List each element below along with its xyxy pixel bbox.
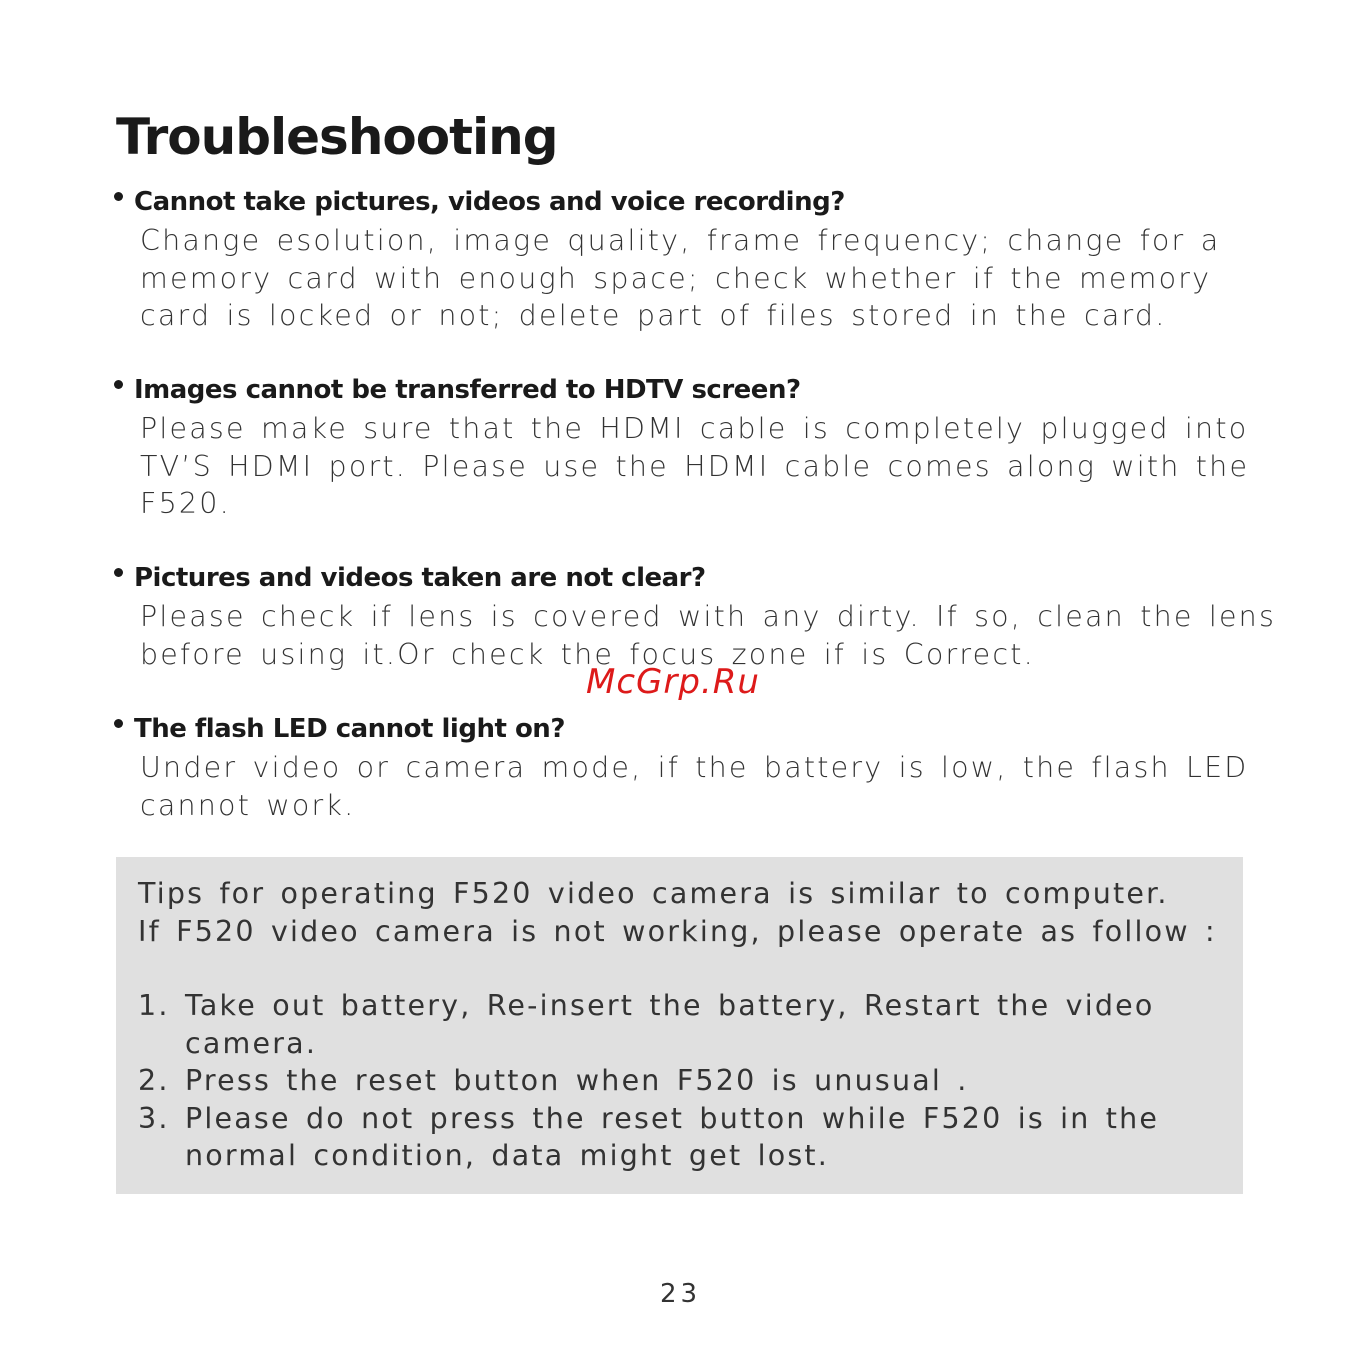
bullet-icon: [114, 380, 123, 389]
page-title: Troubleshooting: [116, 108, 558, 166]
step-body: [185, 987, 1155, 1062]
faq-question: [110, 561, 1290, 595]
tips-intro-line: Tips for operating F520 video camera is similar to computer.: [138, 877, 1169, 910]
tips-step: [138, 987, 1159, 1062]
answer-line: Change esolution, image quality, frame frequency; change for a: [140, 224, 1221, 257]
faq-answer: [140, 749, 1290, 824]
faq-question: [110, 373, 1290, 407]
faq-question: [110, 185, 1290, 219]
faq-item-not-clear: [110, 561, 1290, 673]
answer-line: memory card with enough space; check whether if the memory: [140, 261, 1212, 295]
faq-question: [110, 712, 1290, 746]
step-number: 3.: [138, 1101, 170, 1135]
tips-box: [116, 857, 1243, 1194]
tips-step: [138, 1062, 1159, 1100]
answer-line: Please make sure that the HDMI cable is completely plugged into: [140, 412, 1249, 445]
tips-intro-line: If F520 video camera is not working, please operate as follow :: [138, 914, 1217, 948]
step-number: 1.: [138, 989, 170, 1022]
bullet-icon: [114, 719, 123, 728]
bullet-icon: [114, 568, 123, 577]
answer-line: Under video or camera mode, if the battery is low, the flash LED: [140, 751, 1249, 784]
step-body: [185, 1062, 969, 1100]
faq-answer: [140, 222, 1290, 335]
answer-line: TV’S HDMI port. Please use the HDMI cable comes along with the: [140, 449, 1250, 483]
faq-question-text: The flash LED cannot light on?: [134, 714, 565, 744]
step-line: normal condition, data might get lost.: [185, 1139, 830, 1172]
tips-intro: [138, 875, 1217, 950]
faq-question-text: Pictures and videos taken are not clear?: [134, 563, 706, 593]
faq-question-text: Images cannot be transferred to HDTV screen?: [134, 375, 801, 405]
answer-line: before using it.Or check the focus zone if is Correct.: [140, 637, 1035, 671]
faq-item-flash-led: [110, 712, 1290, 824]
tips-steps-list: [138, 987, 1159, 1175]
step-line: Please do not press the reset button while F520 is in the: [185, 1101, 1160, 1135]
page-number: 23: [659, 1279, 702, 1309]
answer-line: F520.: [140, 487, 231, 520]
faq-question-text: Cannot take pictures, videos and voice recording?: [134, 187, 845, 217]
step-line: Take out battery, Re-insert the battery, Restart the video: [185, 989, 1155, 1022]
faq-item-hdtv: [110, 373, 1290, 523]
tips-step: [138, 1100, 1159, 1175]
faq-answer: [140, 410, 1290, 523]
step-line: camera.: [185, 1026, 318, 1060]
step-body: [185, 1100, 1159, 1175]
step-line: Press the reset button when F520 is unusual .: [185, 1064, 969, 1097]
answer-line: Please check if lens is covered with any dirty. If so, clean the lens: [140, 600, 1276, 633]
answer-line: card is locked or not; delete part of files stored in the card.: [140, 299, 1167, 332]
step-number: 2.: [138, 1064, 170, 1097]
answer-line: cannot work.: [140, 788, 356, 822]
bullet-icon: [114, 192, 123, 201]
watermark: McGrp.Ru: [586, 662, 760, 702]
faq-item-pictures: [110, 185, 1290, 335]
